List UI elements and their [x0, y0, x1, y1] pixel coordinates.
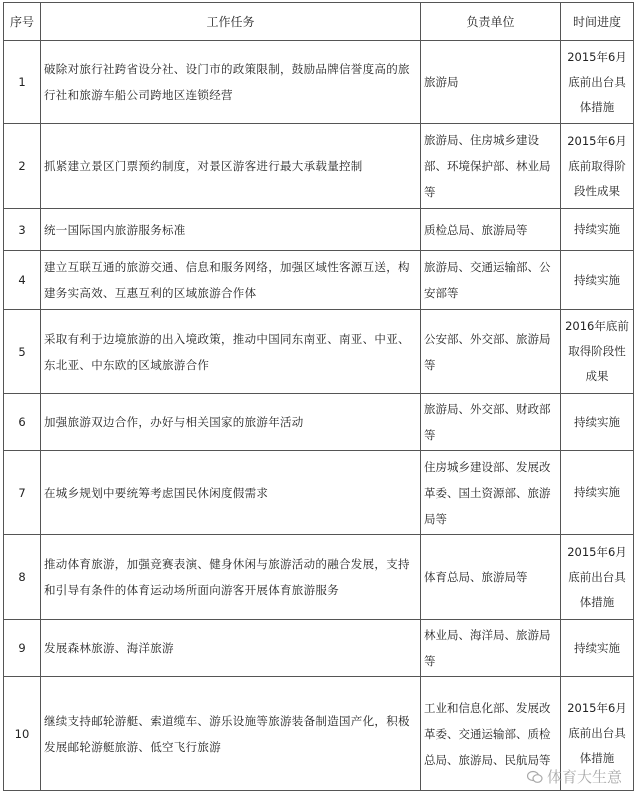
row-time: 2015年6月底前出台具体措施 — [561, 535, 634, 620]
header-index: 序号 — [4, 3, 41, 41]
row-dept: 旅游局、外交部、财政部等 — [421, 394, 561, 451]
header-dept: 负责单位 — [421, 3, 561, 41]
row-time: 2015年6月底前出台具体措施 — [561, 677, 634, 791]
table-row — [4, 209, 634, 251]
table-row — [4, 41, 634, 124]
row-time: 2015年6月底前取得阶段性成果 — [561, 124, 634, 209]
row-time: 持续实施 — [561, 394, 634, 451]
wechat-icon — [527, 770, 543, 784]
row-index: 8 — [4, 535, 41, 620]
row-task: 加强旅游双边合作，办好与相关国家的旅游年活动 — [41, 394, 421, 451]
table-row — [4, 535, 634, 620]
row-task: 破除对旅行社跨省设分社、设门市的政策限制，鼓励品牌信誉度高的旅行社和旅游车船公司跨地区连锁经营 — [41, 41, 421, 124]
row-dept: 工业和信息化部、发展改革委、交通运输部、质检总局、旅游局、民航局等 — [421, 677, 561, 791]
row-dept: 质检总局、旅游局等 — [421, 209, 561, 251]
row-task: 统一国际国内旅游服务标准 — [41, 209, 421, 251]
table-row — [4, 251, 634, 310]
row-index: 4 — [4, 251, 41, 310]
task-table — [3, 2, 634, 791]
row-dept: 林业局、海洋局、旅游局等 — [421, 620, 561, 677]
row-index: 10 — [4, 677, 41, 791]
row-task: 抓紧建立景区门票预约制度，对景区游客进行最大承载量控制 — [41, 124, 421, 209]
table-row — [4, 620, 634, 677]
row-dept: 旅游局、住房城乡建设部、环境保护部、林业局等 — [421, 124, 561, 209]
row-index: 9 — [4, 620, 41, 677]
watermark — [527, 766, 622, 787]
watermark-text: 体育大生意 — [546, 768, 622, 786]
table-row — [4, 310, 634, 394]
row-index: 1 — [4, 41, 41, 124]
row-dept: 公安部、外交部、旅游局等 — [421, 310, 561, 394]
row-index: 2 — [4, 124, 41, 209]
row-task: 建立互联互通的旅游交通、信息和服务网络，加强区域性客源互送，构建务实高效、互惠互利的区域旅游合作体 — [41, 251, 421, 310]
row-time: 持续实施 — [561, 451, 634, 535]
row-task: 推动体育旅游，加强竞赛表演、健身休闲与旅游活动的融合发展，支持和引导有条件的体育运动场所面向游客开展体育旅游服务 — [41, 535, 421, 620]
row-time: 持续实施 — [561, 209, 634, 251]
row-index: 3 — [4, 209, 41, 251]
row-index: 6 — [4, 394, 41, 451]
row-time: 持续实施 — [561, 251, 634, 310]
row-index: 7 — [4, 451, 41, 535]
row-time: 2015年6月底前出台具体措施 — [561, 41, 634, 124]
row-time: 2016年底前取得阶段性成果 — [561, 310, 634, 394]
row-task: 采取有利于边境旅游的出入境政策，推动中国同东南亚、南亚、中亚、东北亚、中东欧的区域旅游合作 — [41, 310, 421, 394]
row-dept: 旅游局 — [421, 41, 561, 124]
table-row — [4, 451, 634, 535]
table-row — [4, 124, 634, 209]
row-task: 发展森林旅游、海洋旅游 — [41, 620, 421, 677]
row-dept: 体育总局、旅游局等 — [421, 535, 561, 620]
row-index: 5 — [4, 310, 41, 394]
header-row — [4, 3, 634, 41]
row-time: 持续实施 — [561, 620, 634, 677]
header-time: 时间进度 — [561, 3, 634, 41]
table-row — [4, 394, 634, 451]
row-task: 在城乡规划中要统筹考虑国民休闲度假需求 — [41, 451, 421, 535]
row-dept: 旅游局、交通运输部、公安部等 — [421, 251, 561, 310]
row-task: 继续支持邮轮游艇、索道缆车、游乐设施等旅游装备制造国产化，积极发展邮轮游艇旅游、低空飞行旅游 — [41, 677, 421, 791]
row-dept: 住房城乡建设部、发展改革委、国土资源部、旅游局等 — [421, 451, 561, 535]
header-task: 工作任务 — [41, 3, 421, 41]
